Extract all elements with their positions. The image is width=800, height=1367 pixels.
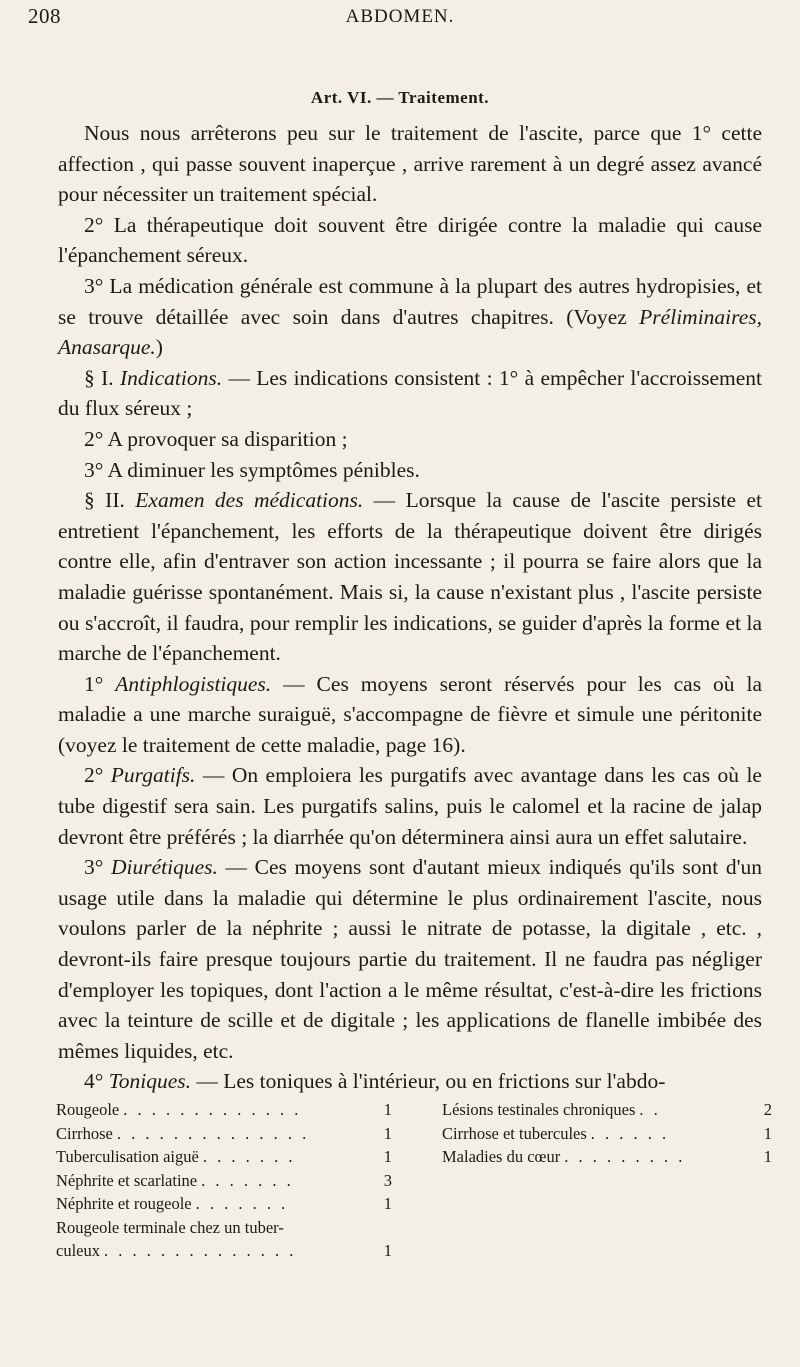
subheading-purgatifs: Purgatifs. (110, 763, 196, 788)
row-label: Cirrhose (56, 1123, 113, 1143)
indications-text: — Les indications consistent : 1° à empêcher l'accroissement du flux séreux ; (58, 365, 762, 421)
row-label: Maladies du cœur (442, 1147, 561, 1166)
case-table-left-column (56, 1098, 392, 1263)
paragraph-antiphlogistiques (58, 669, 762, 761)
leader-dots: . . . . . . (590, 1123, 670, 1143)
row-count: 1 (383, 1100, 392, 1119)
table-row (56, 1192, 392, 1216)
section-mark-1: § I. (84, 365, 120, 390)
subheading-diuretiques: Diurétiques. (110, 855, 218, 880)
item-number-1: 1° (84, 671, 116, 696)
row-label: Néphrite et rougeole (56, 1194, 192, 1213)
section-heading: Art. VI. — Traitement. (310, 88, 490, 107)
row-label: Rougeole terminale chez un tuber- (56, 1217, 284, 1237)
purgatifs-text: — On emploiera les purgatifs avec avantage dans les cas où le tube digestif sera sain. Les purgatifs salins, puis le calomel et la racine de jalap devront être préférés ; la diarrhée qu'on déterminera ainsi aura un effet salutaire. (58, 763, 762, 849)
row-count: 1 (383, 1147, 392, 1166)
leader-dots: . . (639, 1100, 661, 1119)
paragraph-indication-2: 2° A provoquer sa disparition ; (84, 426, 348, 451)
table-row (442, 1098, 772, 1122)
cross-reference: Préliminaires, Anasarque. (58, 304, 762, 360)
diuretiques-text: — Ces moyens sont d'autant mieux indiqués qu'ils sont d'un usage utile dans la maladie qui détermine le plus ordinairement l'ascite, nous voulons parler de la néphrite ; aussi le nitrate de potasse, la digitale , etc. , devront-ils faire presque toujours partie du traitement. Il ne faudra pas négliger d'employer les topiques, dont l'action a le même résultat, c'est-à-dire les frictions avec la teinture de scille et de digitale ; les applications de flanelle imbibée des mêmes liquides, etc. (58, 855, 762, 1063)
row-label: Tuberculisation aiguë (56, 1147, 199, 1166)
subheading-examen: Examen des médications. (135, 488, 364, 513)
leader-dots: . . . . . . . . . . . . . . (103, 1241, 297, 1260)
paragraph-point-3 (58, 271, 762, 363)
item-number-3: 3° (84, 855, 111, 880)
leader-dots: . . . . . . . . . . . . . (123, 1100, 302, 1119)
page-number: 208 (28, 4, 61, 28)
subheading-toniques: Toniques. (108, 1069, 191, 1094)
running-title: ABDOMEN. (345, 6, 455, 27)
row-label: Lésions testinales chroniques (442, 1100, 636, 1119)
case-table-right-column (442, 1098, 772, 1169)
table-row (56, 1145, 392, 1169)
paragraph-indications (58, 363, 762, 424)
paragraph-examen (58, 485, 762, 669)
paragraph-indication-3: 3° A diminuer les symptômes pénibles. (84, 457, 420, 482)
section-mark-2: § II. (84, 488, 136, 513)
row-label: culeux (56, 1241, 100, 1260)
leader-dots: . . . . . . . (195, 1194, 289, 1213)
leader-dots: . . . . . . . . . (564, 1147, 686, 1166)
row-count: 3 (383, 1170, 392, 1190)
table-row (56, 1098, 392, 1122)
row-label: Rougeole (56, 1100, 120, 1119)
paragraph-toniques (58, 1066, 762, 1097)
row-count: 1 (383, 1123, 392, 1143)
table-row (442, 1145, 772, 1169)
leader-dots: . . . . . . . . . . . . . . (116, 1123, 310, 1143)
row-count: 1 (763, 1147, 772, 1166)
row-count: 1 (383, 1241, 392, 1260)
paragraph-diuretiques (58, 852, 762, 1066)
table-row (56, 1239, 392, 1263)
table-row (442, 1122, 772, 1146)
toniques-text: — Les toniques à l'intérieur, ou en frictions sur l'abdo- (190, 1069, 666, 1094)
examen-text: — Lorsque la cause de l'ascite persiste et entretient l'épanchement, les efforts de la thérapeutique doivent être dirigés contre elle, afin d'entraver son action incessante ; il pourra se faire alors que la maladie guérisse spontanément. Mais si, la cause n'existant plus , l'ascite persiste ou s'accroît, il faudra, pour remplir les indications, se guider d'après la forme et la marche de l'épanchement. (58, 488, 762, 666)
paragraph-point-2: 2° La thérapeutique doit souvent être dirigée contre la maladie qui cause l'épanchement séreux. (58, 212, 762, 268)
leader-dots: . . . . . . . (202, 1147, 296, 1166)
table-row (56, 1216, 392, 1240)
row-label: Cirrhose et tubercules (442, 1123, 587, 1143)
antiphlogistiques-text: — Ces moyens seront réservés pour les cas où la maladie a une marche suraiguë, s'accompagne de fièvre et simule une péritonite (voyez le traitement de cette maladie, page 16). (58, 671, 762, 757)
paragraph-intro: Nous nous arrêterons peu sur le traitement de l'ascite, parce que 1° cette affection , qui passe souvent inaperçue , arrive rarement à un degré assez avancé pour nécessiter un traitement spécial. (58, 121, 762, 207)
running-head (28, 4, 772, 34)
item-number-4: 4° (84, 1069, 109, 1094)
paragraph-point-3-close: ) (155, 335, 163, 360)
row-count: 1 (763, 1123, 772, 1143)
body-text (58, 118, 762, 1097)
table-row (56, 1169, 392, 1193)
table-row (56, 1122, 392, 1146)
item-number-2: 2° (84, 763, 111, 788)
paragraph-purgatifs (58, 760, 762, 852)
subheading-indications: Indications. (119, 365, 223, 390)
leader-dots: . . . . . . . (201, 1170, 294, 1190)
paragraph-point-3-text: 3° La médication générale est commune à la plupart des autres hydropisies, et se trouve détaillée avec soin dans d'autres chapitres. (Voyez (58, 273, 762, 329)
row-count: 1 (383, 1194, 392, 1213)
row-label: Néphrite et scarlatine (56, 1170, 198, 1190)
subheading-antiphlogistiques: Antiphlogistiques. (115, 671, 272, 696)
row-count: 2 (763, 1100, 772, 1119)
